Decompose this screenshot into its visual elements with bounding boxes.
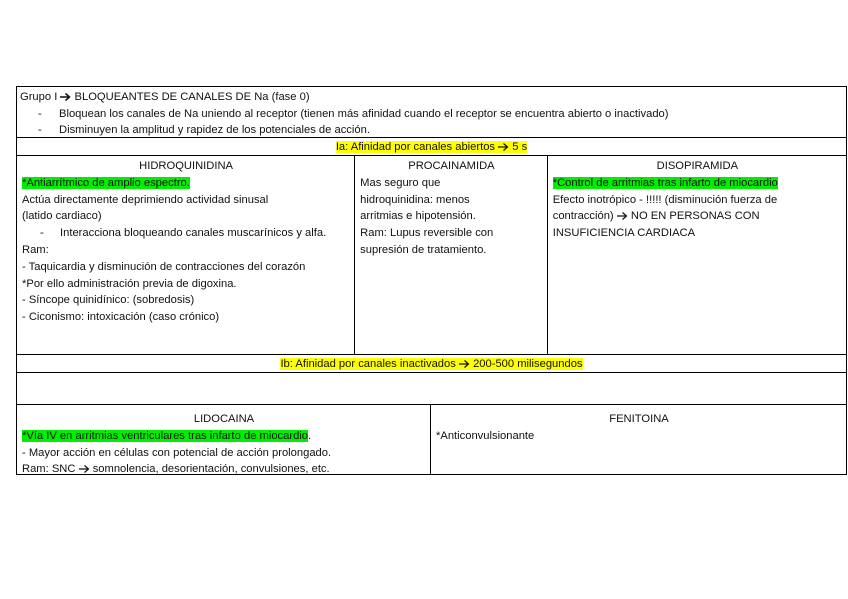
list-item: arritmias e hipotensión. (360, 210, 476, 223)
list-item: hidroquinidina: menos (360, 193, 470, 206)
right-arrow-icon (79, 463, 90, 475)
lidocaina-line2: Ram: SNC somnolencia, desorientación, convulsiones, etc. (22, 463, 330, 476)
hidroquinidina-ram-label: Ram: (22, 243, 49, 256)
disopiramida-title: DISOPIRAMIDA (656, 160, 739, 172)
disopiramida-line2: contracción) NO EN PERSONAS CON (552, 210, 760, 223)
hidroquinidina-highlight: *Antiarrítmico de amplio espectro. (22, 176, 190, 189)
lidocaina-title: LIDOCAINA (193, 413, 255, 425)
list-item: - Síncope quinidínico: (sobredosis) (22, 294, 195, 307)
document-table (16, 86, 847, 475)
fenitoina-title: FENITOINA (609, 413, 669, 425)
list-item: - Taquicardia y disminución de contracciones del corazón (22, 260, 306, 273)
disopiramida-highlight: *Control de arritmias tras infarto de miocardio (552, 176, 778, 189)
lidocaina-line1: - Mayor acción en células con potencial de acción prolongado. (22, 446, 332, 459)
group-ib-band (16, 355, 847, 373)
list-item: - Disminuyen la amplitud y rapidez de los potenciales de acción. (38, 124, 370, 136)
fenitoina-line1: *Anticonvulsionante (436, 429, 535, 442)
list-item: supresión de tratamiento. (360, 243, 487, 256)
group-ib-label: Ib: Afinidad por canales inactivados 200-500 milisegundos (280, 358, 583, 370)
group-ia-table (16, 156, 847, 355)
list-item: *Por ello administración previa de digoxina. (22, 277, 237, 290)
hidroquinidina-cell (17, 156, 354, 354)
hidroquinidina-line2: (latido cardiaco) (22, 210, 102, 223)
procainamida-title: PROCAINAMIDA (408, 160, 495, 172)
group-title (20, 89, 843, 106)
list-item: - Bloquean los canales de Na uniendo al receptor (tienen más afinidad cuando el receptor se encuentra abierto o inactivado) (38, 108, 669, 120)
right-arrow-icon (498, 141, 509, 153)
list-item: - Ciconismo: intoxicación (caso crónico) (22, 311, 220, 324)
disopiramida-line1: Efecto inotrópico - !!!!! (disminución fuerza de (552, 193, 778, 206)
lidocaina-cell: LIDOCAINA *Vía IV en arritmias ventriculares tras infarto de miocardio. - Mayor acción en células con potencial de acción prolongado. Ram: SNC somnolencia, desorientación, convulsiones, etc. (17, 405, 430, 474)
right-arrow-icon (617, 210, 628, 222)
group-header (16, 86, 847, 138)
lidocaina-highlight: *Vía IV en arritmias ventriculares tras infarto de miocardio (22, 429, 309, 442)
hidroquinidina-line1: Actúa directamente deprimiendo actividad sinusal (22, 193, 269, 206)
disopiramida-line3: INSUFICIENCIA CARDIACA (552, 227, 696, 240)
group-title-prefix: Grupo I (20, 91, 58, 103)
right-arrow-icon (60, 91, 71, 103)
group-ib-table (16, 405, 847, 475)
spacer-row (16, 373, 847, 405)
group-ia-label: Ia: Afinidad por canales abiertos 5 s (335, 141, 528, 153)
group-ia-band (16, 138, 847, 156)
right-arrow-icon (459, 358, 470, 370)
group-title-main: BLOQUEANTES DE CANALES DE Na (fase 0) (74, 91, 310, 103)
list-item: Ram: Lupus reversible con (360, 227, 494, 240)
list-item: Mas seguro que (360, 176, 441, 189)
hidroquinidina-title: HIDROQUINIDINA (139, 160, 234, 172)
header-bullets (20, 106, 843, 138)
hidroquinidina-sub: - Interacciona bloqueando canales muscarínicos y alfa. (40, 227, 327, 240)
disopiramida-cell (547, 156, 846, 354)
procainamida-cell (354, 156, 547, 354)
fenitoina-cell (430, 405, 846, 474)
